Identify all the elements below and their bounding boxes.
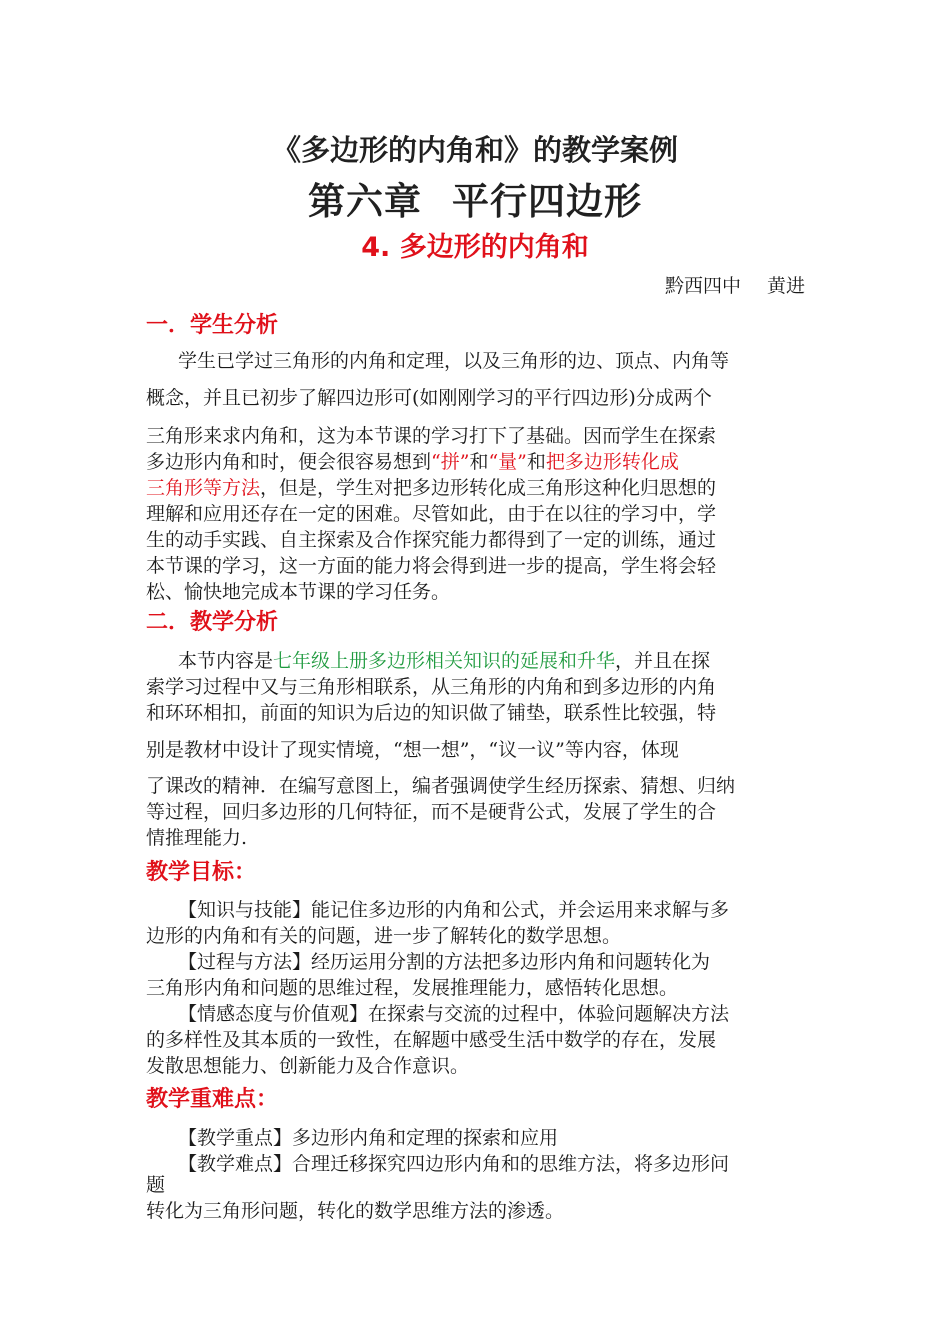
paragraph-line: 了课改的精神．在编写意图上，编者强调使学生经历探索、猜想、归纳 [146, 775, 736, 797]
author-school: 黔西四中 [664, 275, 741, 297]
paragraph-line: 学生已学过三角形的内角和定理，以及三角形的边、顶点、内角等 [178, 350, 730, 372]
paragraph-line: 题 [146, 1174, 166, 1196]
paragraph-line: 和环环相扣，前面的知识为后边的知识做了铺垫，联系性比较强，特 [146, 702, 717, 724]
text-run: 多边形内角和时，便会很容易想到 [146, 451, 432, 473]
chapter-heading [0, 178, 950, 224]
highlight-extension: 七年级上册多边形相关知识的延展和升华 [273, 650, 616, 672]
paragraph-line: 转化为三角形问题，转化的数学思维方法的渗透。 [146, 1200, 565, 1222]
highlight-convert-cont: 三角形等方法 [146, 477, 261, 499]
text-run: ，并且在探 [615, 650, 711, 672]
text-run: 和 [469, 451, 489, 473]
section-heading [0, 230, 950, 266]
goal-attitude: 【情感态度与价值观】在探索与交流的过程中，体验问题解决方法 [178, 1003, 730, 1025]
highlight-measure: “量” [488, 451, 527, 473]
paragraph-line: 理解和应用还存在一定的困难。尽管如此，由于在以往的学习中，学 [146, 503, 717, 525]
paragraph-line: 别是教材中设计了现实情境，“想一想”，“议一议”等内容，体现 [146, 739, 679, 761]
paragraph-line: 发散思想能力、创新能力及合作意识。 [146, 1055, 470, 1077]
heading-teaching-goals: 教学目标： [146, 859, 257, 885]
paragraph-line: 索学习过程中又与三角形相联系，从三角形的内角和到多边形的内角 [146, 676, 717, 698]
paragraph-line: 等过程，回归多边形的几何特征，而不是硬背公式，发展了学生的合 [146, 801, 717, 823]
key-point: 【教学重点】多边形内角和定理的探索和应用 [178, 1127, 559, 1149]
paragraph-line: 三角形内角和问题的思维过程，发展推理能力，感悟转化思想。 [146, 977, 679, 999]
document-title: 《多边形的内角和》的教学案例 [271, 133, 678, 167]
text-run: 和 [526, 451, 546, 473]
paragraph-line: 松、愉快地完成本节课的学习任务。 [146, 581, 451, 603]
highlight-convert: 把多边形转化成 [545, 451, 679, 473]
paragraph-line: 边形的内角和有关的问题，进一步了解转化的数学思想。 [146, 925, 622, 947]
chapter-number: 第六章 [308, 179, 422, 223]
section-title: 多边形的内角和 [399, 232, 589, 263]
paragraph-line: 本节课的学习，这一方面的能力将会得到进一步的提高，学生将会轻 [146, 555, 717, 577]
heading-student-analysis: 一．学生分析 [146, 312, 279, 338]
paragraph-line: 的多样性及其本质的一致性，在解题中感受生活中数学的存在，发展 [146, 1029, 717, 1051]
author-name: 黄进 [766, 275, 805, 297]
paragraph-line: 三角形来求内角和，这为本节课的学习打下了基础。因而学生在探索 [146, 425, 717, 447]
section-number: 4. [361, 232, 391, 263]
chapter-title: 平行四边形 [452, 179, 642, 223]
heading-key-difficult-points: 教学重难点： [146, 1086, 279, 1112]
paragraph-line [146, 475, 806, 501]
difficult-point: 【教学难点】合理迁移探究四边形内角和的思维方法，将多边形问 [178, 1153, 730, 1175]
author-line [665, 272, 805, 300]
goal-process: 【过程与方法】经历运用分割的方法把多边形内角和问题转化为 [178, 951, 711, 973]
text-run: ，但是，学生对把多边形转化成三角形这种化归思想的 [260, 477, 717, 499]
paragraph-line [146, 449, 806, 475]
paragraph-line: 情推理能力. [146, 827, 248, 849]
paragraph-line: 生的动手实践、自主探索及合作探究能力都得到了一定的训练，通过 [146, 529, 717, 551]
text-run: 本节内容是 [178, 650, 274, 672]
highlight-pin: “拼” [431, 451, 470, 473]
heading-teaching-analysis: 二．教学分析 [146, 609, 279, 635]
paragraph-line: 概念，并且已初步了解四边形可(如刚刚学习的平行四边形)分成两个 [146, 387, 712, 409]
goal-knowledge: 【知识与技能】能记住多边形的内角和公式，并会运用来求解与多 [178, 899, 730, 921]
paragraph-line [178, 648, 806, 674]
